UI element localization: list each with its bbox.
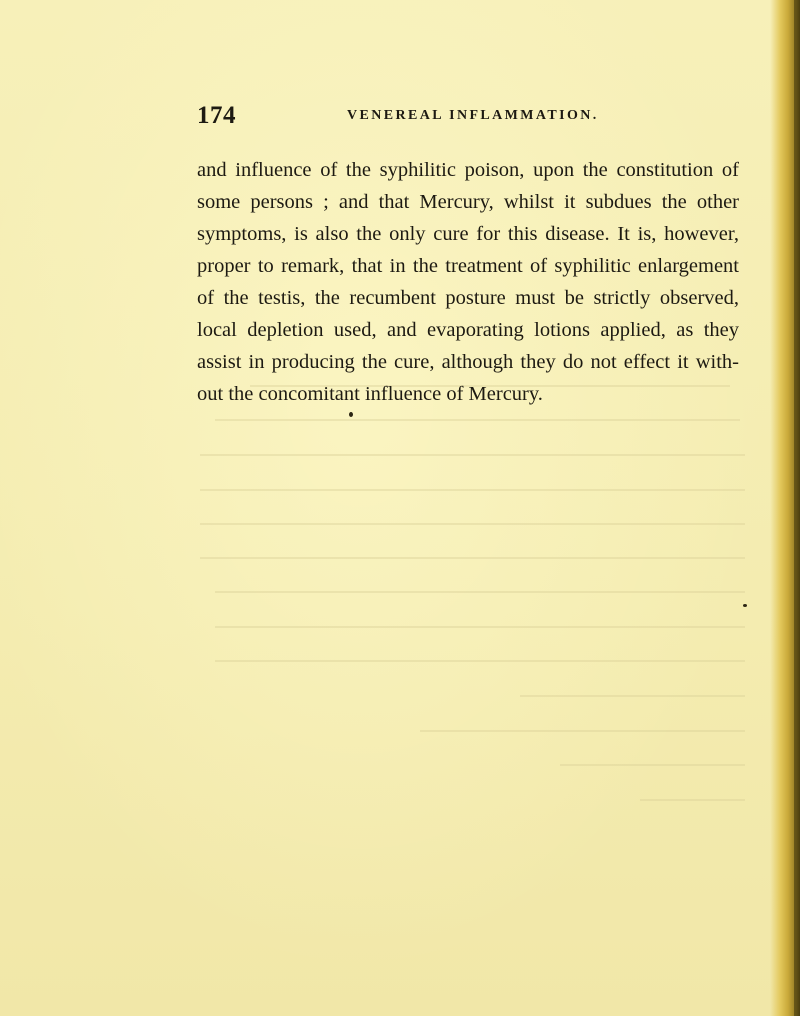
running-head: VENEREAL INFLAMMATION. <box>347 108 599 123</box>
text-line: some persons ; and that Mercury, whilst it subdues the other <box>197 191 739 213</box>
text-line: assist in producing the cure, although they do not effect it with- <box>197 351 739 373</box>
page-header <box>197 101 757 131</box>
text-line: of the testis, the recumbent posture must be strictly observed, <box>197 287 739 309</box>
text-line: proper to remark, that in the treatment of syphilitic enlargement <box>197 255 739 277</box>
text-line: symptoms, is also the only cure for this disease. It is, however, <box>197 223 739 245</box>
ink-speck <box>349 412 353 417</box>
text-line: and influence of the syphilitic poison, upon the constitution of <box>197 159 739 181</box>
text-line: local depletion used, and evaporating lotions applied, as they <box>197 319 739 341</box>
body-paragraph <box>197 154 739 410</box>
binding-edge <box>794 0 800 1016</box>
ink-speck <box>743 604 747 607</box>
text-line: out the concomitant influence of Mercury. <box>197 383 543 405</box>
page-number: 174 <box>197 102 236 129</box>
